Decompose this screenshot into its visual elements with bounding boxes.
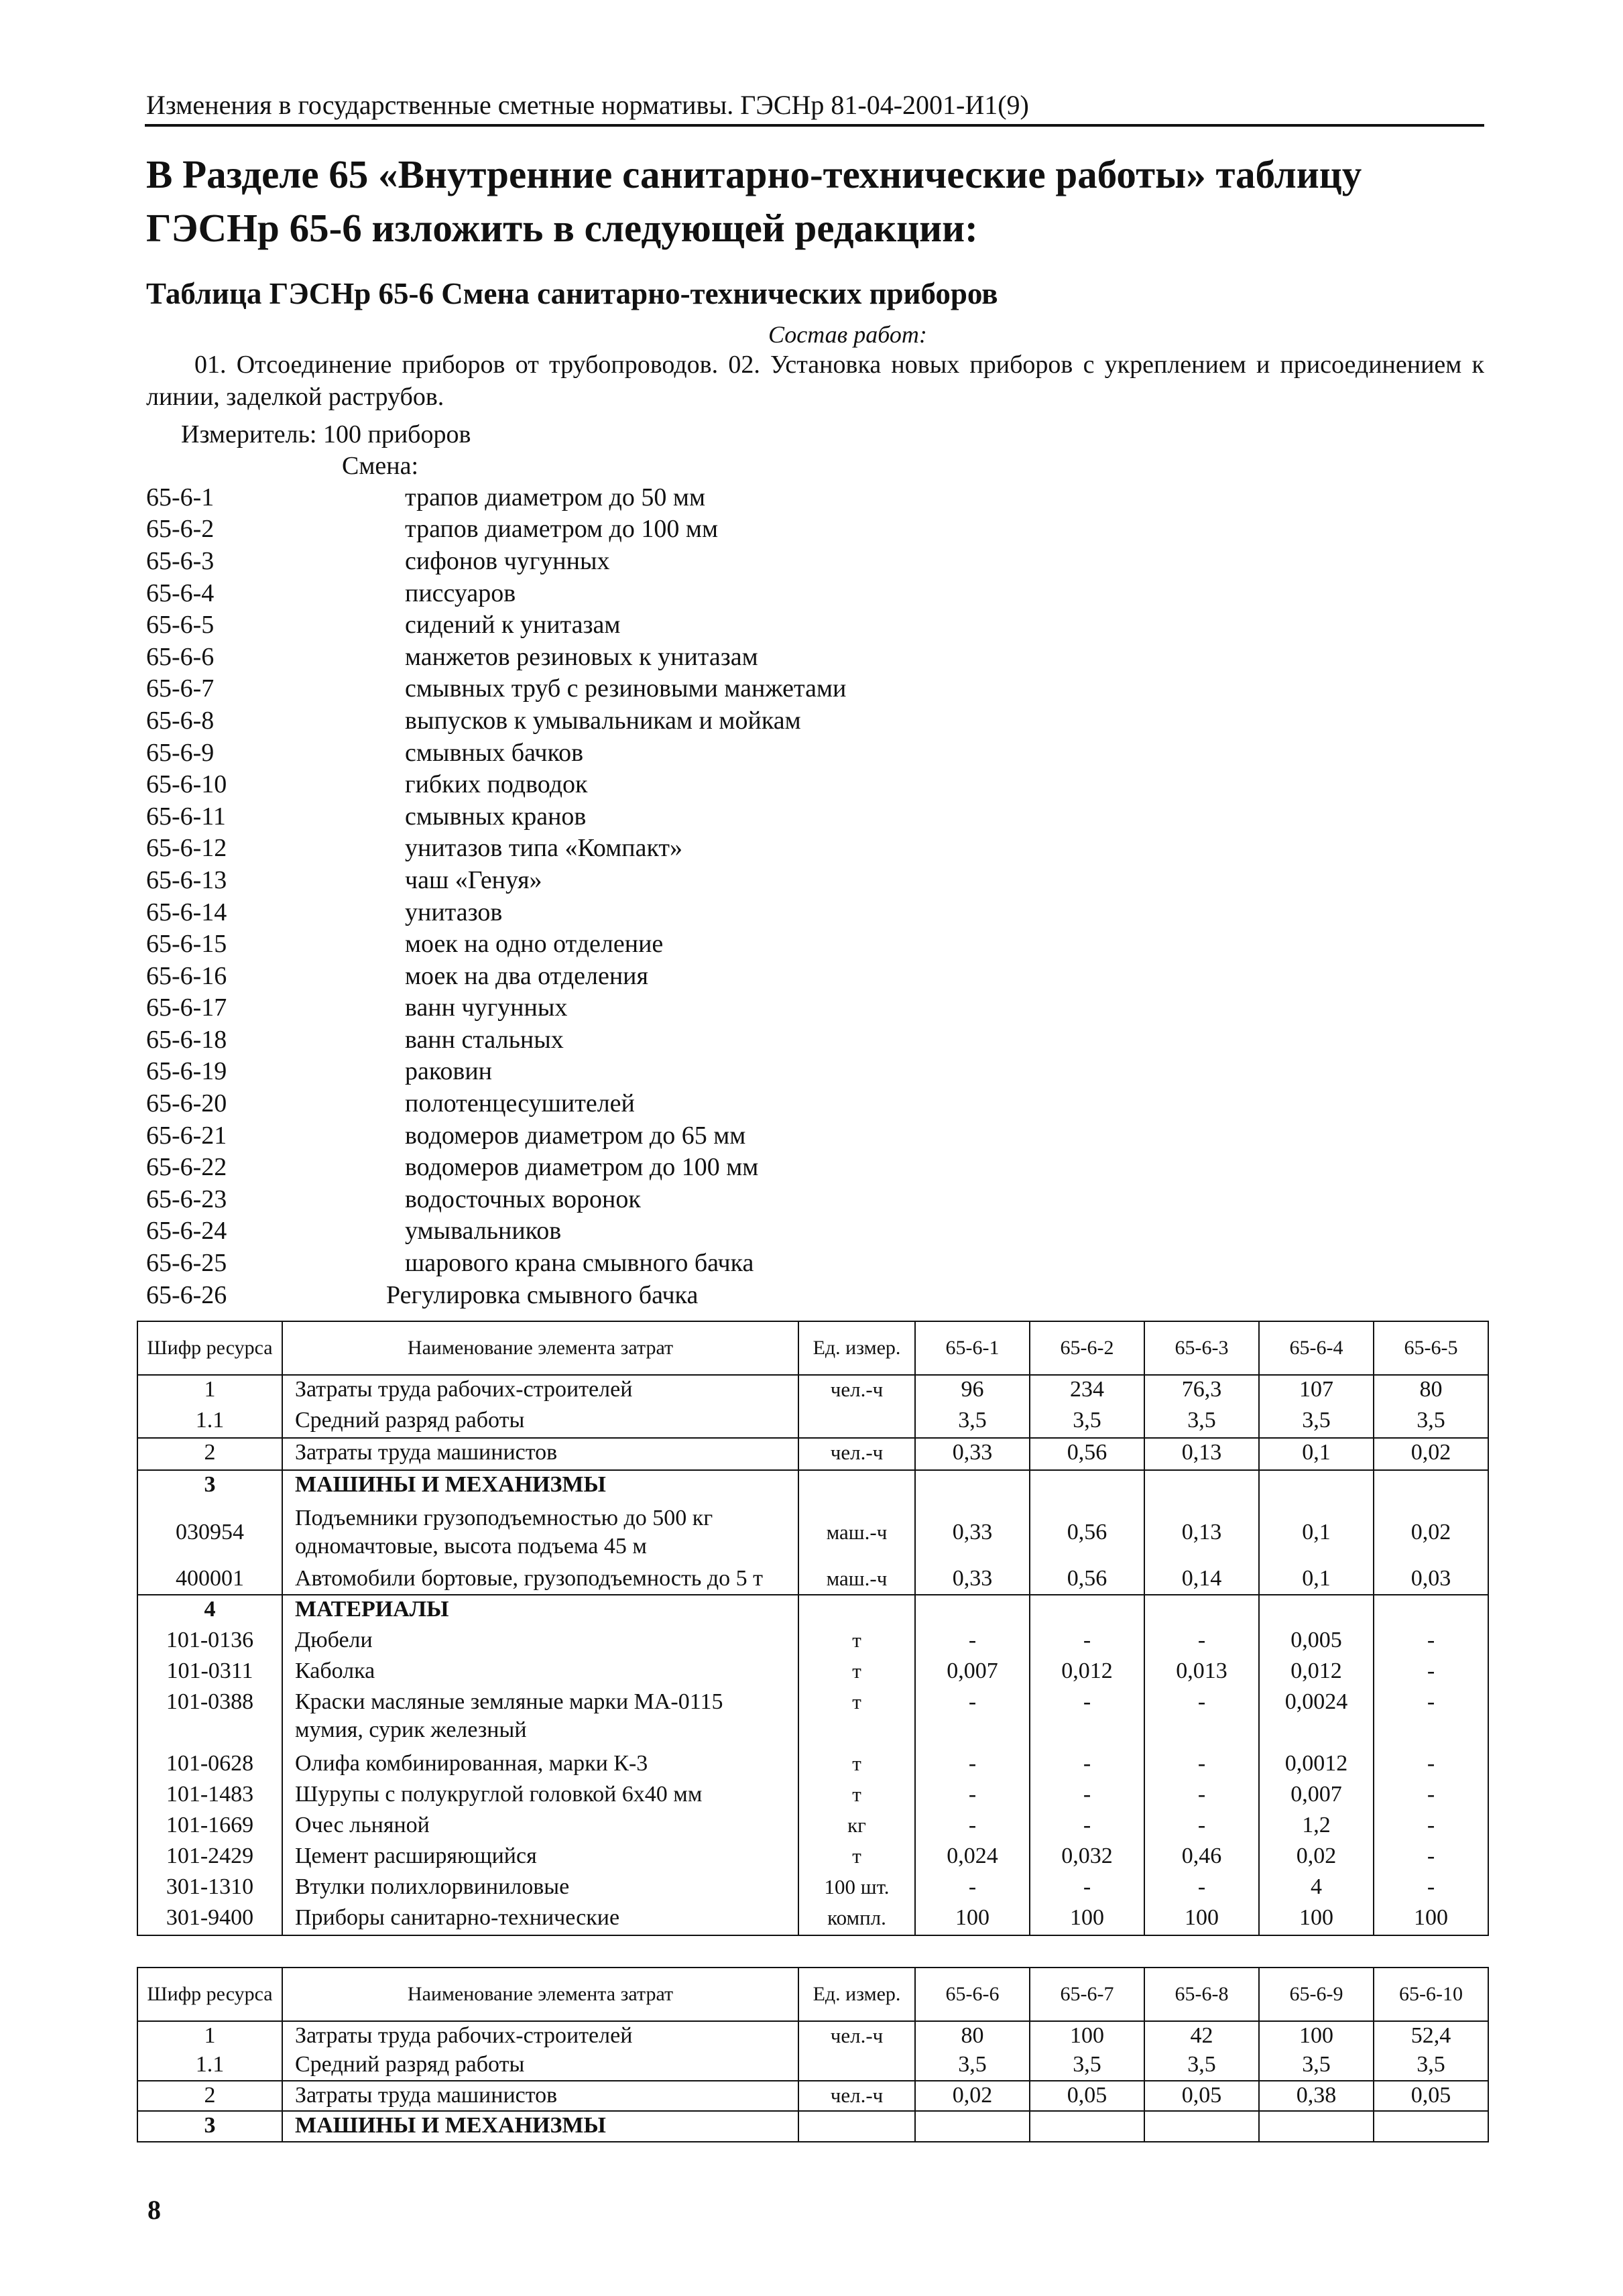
work-name: моек на два отделения	[405, 961, 648, 990]
header-element-name: Наименование элемента затрат	[282, 1321, 798, 1375]
cell-norm-value: 100	[915, 1904, 1030, 1935]
cell-norm-value: -	[1144, 1780, 1259, 1811]
cell-norm-value	[1374, 1595, 1488, 1626]
cell-norm-value: 100	[1144, 1904, 1259, 1935]
work-name: раковин	[405, 1057, 493, 1086]
cell-norm-value: -	[1030, 1626, 1144, 1657]
meter-line: Измеритель: 100 приборов	[181, 420, 471, 448]
cell-norm-value: -	[1374, 1811, 1488, 1842]
work-name: водомеров диаметром до 65 мм	[405, 1121, 746, 1150]
work-code: 65-6-5	[146, 611, 215, 640]
cell-norm-value	[1144, 1595, 1259, 1626]
table-header-row	[137, 1968, 1488, 2021]
cell-norm-value: -	[915, 1780, 1030, 1811]
work-code: 65-6-11	[146, 802, 226, 831]
cell-norm-value: 0,13	[1144, 1438, 1259, 1470]
smena-label: Смена:	[342, 452, 419, 480]
cell-norm-value: 0,46	[1144, 1842, 1259, 1873]
work-name: чаш «Генуя»	[405, 865, 542, 894]
cell-unit: чел.-ч	[798, 1375, 915, 1406]
work-code: 65-6-8	[146, 706, 215, 735]
work-item	[146, 481, 1152, 513]
work-item	[146, 545, 1152, 577]
work-code: 65-6-18	[146, 1025, 227, 1054]
cell-norm-value: 3,5	[1259, 2051, 1374, 2080]
cell-norm-value: 80	[1374, 1375, 1488, 1406]
work-item	[146, 992, 1152, 1024]
work-code: 65-6-6	[146, 642, 215, 671]
cell-resource-code: 301-1310	[137, 1873, 282, 1904]
work-item	[146, 1279, 1152, 1311]
cell-norm-value: 0,05	[1030, 2081, 1144, 2112]
composition-text: 01. Отсоединение приборов от трубопроводов. 02. Установка новых приборов с укреплением и присоединением к линии, заделкой раструбов.	[146, 351, 1484, 411]
cell-norm-value: -	[915, 1626, 1030, 1657]
cell-norm-value: 0,1	[1259, 1563, 1374, 1595]
cell-element-name: Средний разряд работы	[282, 2051, 798, 2080]
cell-unit: т	[798, 1750, 915, 1780]
table-row	[137, 1438, 1488, 1470]
cell-unit: компл.	[798, 1904, 915, 1935]
cell-element-name: Олифа комбинированная, марки К-3	[282, 1750, 798, 1780]
cell-norm-value: -	[1374, 1626, 1488, 1657]
cell-element-name: МАТЕРИАЛЫ	[282, 1595, 798, 1626]
cell-norm-value: 0,032	[1030, 1842, 1144, 1873]
cell-norm-value	[915, 1470, 1030, 1502]
cell-norm-value: 0,024	[915, 1842, 1030, 1873]
cell-unit: т	[798, 1688, 915, 1750]
cell-norm-value: -	[1030, 1750, 1144, 1780]
cell-norm-value	[1259, 1470, 1374, 1502]
work-item	[146, 768, 1152, 800]
cell-norm-value	[1030, 1595, 1144, 1626]
cell-norm-value: -	[1144, 1750, 1259, 1780]
cell-resource-code: 101-0311	[137, 1657, 282, 1688]
cell-norm-value: 0,56	[1030, 1502, 1144, 1563]
cell-norm-value: 0,05	[1144, 2081, 1259, 2112]
work-item	[146, 673, 1152, 705]
header-norm-code: 65-6-1	[915, 1321, 1030, 1375]
cell-norm-value: -	[1374, 1657, 1488, 1688]
work-code: 65-6-15	[146, 930, 227, 959]
cell-unit	[798, 2111, 915, 2142]
cell-element-name: Подъемники грузоподъемностью до 500 кг одномачтовые, высота подъема 45 м	[282, 1502, 798, 1563]
cell-resource-code: 1.1	[137, 2051, 282, 2080]
cell-norm-value: -	[915, 1688, 1030, 1750]
table-row	[137, 2051, 1488, 2080]
table-row	[137, 1811, 1488, 1842]
work-item	[146, 577, 1152, 609]
table-row	[137, 1904, 1488, 1935]
work-name: Регулировка смывного бачка	[386, 1280, 699, 1309]
work-name: ванн чугунных	[405, 993, 568, 1022]
work-item	[146, 609, 1152, 641]
work-name: водосточных воронок	[405, 1185, 641, 1213]
cell-norm-value: -	[915, 1750, 1030, 1780]
cell-norm-value: 3,5	[1374, 2051, 1488, 2080]
header-norm-code: 65-6-8	[1144, 1968, 1259, 2021]
table-row	[137, 1470, 1488, 1502]
work-code: 65-6-9	[146, 738, 215, 767]
cell-norm-value: -	[1374, 1780, 1488, 1811]
work-name: писсуаров	[405, 579, 516, 607]
cell-norm-value	[1374, 1470, 1488, 1502]
work-name: унитазов	[405, 898, 503, 926]
work-name: смывных бачков	[405, 738, 584, 767]
cell-norm-value: 107	[1259, 1375, 1374, 1406]
table-row	[137, 1873, 1488, 1904]
work-item	[146, 800, 1152, 833]
cell-norm-value: 52,4	[1374, 2021, 1488, 2051]
cell-norm-value: 0,33	[915, 1438, 1030, 1470]
cell-resource-code: 030954	[137, 1502, 282, 1563]
work-code: 65-6-22	[146, 1153, 227, 1182]
cell-norm-value	[1259, 1595, 1374, 1626]
work-code: 65-6-17	[146, 993, 227, 1022]
cell-norm-value: 100	[1259, 2021, 1374, 2051]
cell-unit: т	[798, 1780, 915, 1811]
work-code: 65-6-26	[146, 1280, 227, 1309]
cell-unit: кг	[798, 1811, 915, 1842]
work-code: 65-6-24	[146, 1217, 227, 1246]
cell-norm-value: 0,33	[915, 1563, 1030, 1595]
cell-norm-value: 0,05	[1374, 2081, 1488, 2112]
cell-norm-value: 3,5	[1144, 2051, 1259, 2080]
work-name: сифонов чугунных	[405, 546, 610, 575]
cell-element-name: Шурупы с полукруглой головкой 6х40 мм	[282, 1780, 798, 1811]
work-code: 65-6-13	[146, 865, 227, 894]
header-norm-code: 65-6-7	[1030, 1968, 1144, 2021]
header-norm-code: 65-6-2	[1030, 1321, 1144, 1375]
cell-norm-value: 0,13	[1144, 1502, 1259, 1563]
work-name: умывальников	[405, 1217, 562, 1246]
table-header-row	[137, 1321, 1488, 1375]
cell-norm-value: 0,02	[1374, 1438, 1488, 1470]
cell-norm-value: 0,02	[1259, 1842, 1374, 1873]
cell-norm-value: 0,005	[1259, 1626, 1374, 1657]
cell-resource-code: 3	[137, 2111, 282, 2142]
work-item	[146, 960, 1152, 992]
work-item	[146, 833, 1152, 865]
cell-unit: чел.-ч	[798, 1438, 915, 1470]
cell-resource-code: 101-0388	[137, 1688, 282, 1750]
resource-table-1	[137, 1321, 1489, 1936]
work-name: манжетов резиновых к унитазам	[405, 642, 758, 671]
work-code: 65-6-12	[146, 834, 227, 863]
table-row	[137, 1688, 1488, 1750]
cell-norm-value	[1259, 2111, 1374, 2142]
table-row	[137, 2021, 1488, 2051]
cell-norm-value: 0,012	[1030, 1657, 1144, 1688]
work-item	[146, 641, 1152, 673]
cell-element-name: Втулки полихлорвиниловые	[282, 1873, 798, 1904]
work-code: 65-6-10	[146, 770, 227, 799]
work-item	[146, 928, 1152, 960]
cell-norm-value: 100	[1030, 1904, 1144, 1935]
work-item	[146, 1151, 1152, 1183]
cell-norm-value: 0,0012	[1259, 1750, 1374, 1780]
work-item	[146, 1056, 1152, 1088]
table-row	[137, 1406, 1488, 1438]
work-item	[146, 896, 1152, 928]
cell-norm-value: 0,0024	[1259, 1688, 1374, 1750]
cell-norm-value: 3,5	[1030, 2051, 1144, 2080]
cell-resource-code: 301-9400	[137, 1904, 282, 1935]
cell-norm-value: 0,33	[915, 1502, 1030, 1563]
cell-norm-value: 0,007	[915, 1657, 1030, 1688]
table-row	[137, 1780, 1488, 1811]
cell-resource-code: 101-1483	[137, 1780, 282, 1811]
table-row	[137, 1750, 1488, 1780]
header-element-name: Наименование элемента затрат	[282, 1968, 798, 2021]
cell-element-name: Цемент расширяющийся	[282, 1842, 798, 1873]
cell-norm-value: 100	[1259, 1904, 1374, 1935]
cell-norm-value: 100	[1030, 2021, 1144, 2051]
header-resource-code: Шифр ресурса	[137, 1321, 282, 1375]
work-name: трапов диаметром до 50 мм	[405, 483, 705, 511]
work-code: 65-6-19	[146, 1057, 227, 1086]
cell-norm-value: 42	[1144, 2021, 1259, 2051]
work-code: 65-6-16	[146, 961, 227, 990]
composition-label: Состав работ:	[768, 321, 927, 348]
cell-unit: т	[798, 1657, 915, 1688]
cell-norm-value: 0,02	[1374, 1502, 1488, 1563]
cell-norm-value: -	[1030, 1873, 1144, 1904]
cell-norm-value: 3,5	[915, 2051, 1030, 2080]
cell-norm-value	[1374, 2111, 1488, 2142]
cell-unit	[798, 1406, 915, 1438]
cell-norm-value	[1144, 1470, 1259, 1502]
header-norm-code: 65-6-3	[1144, 1321, 1259, 1375]
cell-unit: 100 шт.	[798, 1873, 915, 1904]
cell-unit	[798, 1470, 915, 1502]
cell-norm-value: -	[915, 1873, 1030, 1904]
cell-element-name: Затраты труда рабочих-строителей	[282, 2021, 798, 2051]
work-item	[146, 1247, 1152, 1279]
cell-norm-value: 4	[1259, 1873, 1374, 1904]
cell-norm-value: -	[1374, 1750, 1488, 1780]
cell-unit: т	[798, 1626, 915, 1657]
header-norm-code: 65-6-10	[1374, 1968, 1488, 2021]
work-item	[146, 1087, 1152, 1120]
work-code: 65-6-23	[146, 1185, 227, 1213]
cell-norm-value: -	[1144, 1811, 1259, 1842]
work-name: шарового крана смывного бачка	[405, 1249, 754, 1278]
cell-element-name: Приборы санитарно-технические	[282, 1904, 798, 1935]
cell-norm-value: 0,02	[915, 2081, 1030, 2112]
cell-norm-value: 0,56	[1030, 1563, 1144, 1595]
table-row	[137, 1375, 1488, 1406]
cell-norm-value: 0,012	[1259, 1657, 1374, 1688]
work-name: моек на одно отделение	[405, 930, 664, 959]
work-code: 65-6-14	[146, 898, 227, 926]
cell-element-name: Каболка	[282, 1657, 798, 1688]
cell-norm-value: 0,1	[1259, 1438, 1374, 1470]
header-norm-code: 65-6-5	[1374, 1321, 1488, 1375]
work-code: 65-6-3	[146, 546, 215, 575]
work-code: 65-6-1	[146, 483, 215, 511]
cell-norm-value: -	[1030, 1811, 1144, 1842]
cell-norm-value: 0,14	[1144, 1563, 1259, 1595]
cell-norm-value: 96	[915, 1375, 1030, 1406]
cell-unit: чел.-ч	[798, 2081, 915, 2112]
page-number: 8	[147, 2195, 161, 2225]
header-norm-code: 65-6-9	[1259, 1968, 1374, 2021]
running-head: Изменения в государственные сметные нормативы. ГЭСНр 81-04-2001-И1(9)	[146, 90, 1029, 120]
works-list	[146, 481, 1152, 1311]
work-item	[146, 737, 1152, 769]
work-code: 65-6-4	[146, 579, 215, 607]
work-item	[146, 1024, 1152, 1056]
cell-element-name: МАШИНЫ И МЕХАНИЗМЫ	[282, 2111, 798, 2142]
cell-resource-code: 101-1669	[137, 1811, 282, 1842]
work-item	[146, 1215, 1152, 1248]
cell-resource-code: 101-0136	[137, 1626, 282, 1657]
cell-norm-value: -	[915, 1811, 1030, 1842]
cell-element-name: Затраты труда рабочих-строителей	[282, 1375, 798, 1406]
cell-resource-code: 1	[137, 2021, 282, 2051]
cell-unit	[798, 1595, 915, 1626]
work-name: выпусков к умывальникам и мойкам	[405, 706, 801, 735]
cell-norm-value	[1030, 2111, 1144, 2142]
work-code: 65-6-21	[146, 1121, 227, 1150]
cell-resource-code: 101-0628	[137, 1750, 282, 1780]
cell-norm-value: -	[1374, 1873, 1488, 1904]
work-name: ванн стальных	[405, 1025, 564, 1054]
work-name: сидений к унитазам	[405, 611, 621, 640]
cell-element-name: МАШИНЫ И МЕХАНИЗМЫ	[282, 1470, 798, 1502]
cell-element-name: Средний разряд работы	[282, 1406, 798, 1438]
cell-norm-value: 0,007	[1259, 1780, 1374, 1811]
work-item	[146, 1120, 1152, 1152]
cell-norm-value: 3,5	[1259, 1406, 1374, 1438]
cell-norm-value: 80	[915, 2021, 1030, 2051]
header-norm-code: 65-6-6	[915, 1968, 1030, 2021]
cell-norm-value: 1,2	[1259, 1811, 1374, 1842]
cell-norm-value: 3,5	[1374, 1406, 1488, 1438]
header-rule	[145, 124, 1484, 127]
table-row	[137, 1657, 1488, 1688]
cell-norm-value: -	[1030, 1780, 1144, 1811]
cell-resource-code: 101-2429	[137, 1842, 282, 1873]
work-name: смывных кранов	[405, 802, 587, 831]
cell-norm-value	[1030, 1470, 1144, 1502]
table-row	[137, 1626, 1488, 1657]
cell-norm-value: 234	[1030, 1375, 1144, 1406]
cell-unit: маш.-ч	[798, 1563, 915, 1595]
work-item	[146, 705, 1152, 737]
header-norm-code: 65-6-4	[1259, 1321, 1374, 1375]
cell-unit: маш.-ч	[798, 1502, 915, 1563]
work-code: 65-6-25	[146, 1249, 227, 1278]
cell-unit: т	[798, 1842, 915, 1873]
header-resource-code: Шифр ресурса	[137, 1968, 282, 2021]
cell-norm-value	[1144, 2111, 1259, 2142]
cell-norm-value: 3,5	[915, 1406, 1030, 1438]
cell-norm-value: -	[1374, 1688, 1488, 1750]
table-row	[137, 1502, 1488, 1563]
work-code: 65-6-20	[146, 1089, 227, 1118]
work-name: трапов диаметром до 100 мм	[405, 515, 718, 544]
cell-norm-value: 76,3	[1144, 1375, 1259, 1406]
header-unit: Ед. измер.	[798, 1968, 915, 2021]
cell-norm-value	[915, 2111, 1030, 2142]
table-title: Таблица ГЭСНр 65-6 Смена санитарно-технических приборов	[146, 277, 998, 310]
cell-norm-value: -	[1030, 1688, 1144, 1750]
cell-norm-value: 3,5	[1030, 1406, 1144, 1438]
cell-norm-value: 0,56	[1030, 1438, 1144, 1470]
cell-element-name: Дюбели	[282, 1626, 798, 1657]
cell-resource-code: 3	[137, 1470, 282, 1502]
cell-element-name: Очес льняной	[282, 1811, 798, 1842]
cell-resource-code: 400001	[137, 1563, 282, 1595]
cell-resource-code: 1	[137, 1375, 282, 1406]
cell-element-name: Краски масляные земляные марки МА-0115 мумия, сурик железный	[282, 1688, 798, 1750]
work-item	[146, 513, 1152, 546]
cell-norm-value: -	[1144, 1688, 1259, 1750]
cell-norm-value: 0,38	[1259, 2081, 1374, 2112]
table-row	[137, 2081, 1488, 2112]
table-row	[137, 1563, 1488, 1595]
work-item	[146, 1183, 1152, 1215]
cell-resource-code: 2	[137, 2081, 282, 2112]
cell-element-name: Автомобили бортовые, грузоподъемность до 5 т	[282, 1563, 798, 1595]
work-code: 65-6-2	[146, 515, 215, 544]
cell-norm-value: -	[1374, 1842, 1488, 1873]
cell-resource-code: 1.1	[137, 1406, 282, 1438]
cell-element-name: Затраты труда машинистов	[282, 2081, 798, 2112]
work-name: унитазов типа «Компакт»	[405, 834, 683, 863]
cell-unit	[798, 2051, 915, 2080]
cell-norm-value: -	[1144, 1873, 1259, 1904]
table-row	[137, 1842, 1488, 1873]
cell-unit: чел.-ч	[798, 2021, 915, 2051]
work-name: полотенцесушителей	[405, 1089, 635, 1118]
section-title: В Разделе 65 «Внутренние санитарно-технические работы» таблицу ГЭСНр 65-6 изложить в следующей редакции:	[146, 152, 1362, 250]
cell-norm-value: 3,5	[1144, 1406, 1259, 1438]
cell-element-name: Затраты труда машинистов	[282, 1438, 798, 1470]
work-name: водомеров диаметром до 100 мм	[405, 1153, 759, 1182]
cell-resource-code: 4	[137, 1595, 282, 1626]
resource-table-2	[137, 1967, 1489, 2142]
cell-resource-code: 2	[137, 1438, 282, 1470]
cell-norm-value: 0,1	[1259, 1502, 1374, 1563]
work-name: смывных труб с резиновыми манжетами	[405, 674, 847, 703]
work-name: гибких подводок	[405, 770, 588, 799]
work-code: 65-6-7	[146, 674, 215, 703]
cell-norm-value: 100	[1374, 1904, 1488, 1935]
work-item	[146, 864, 1152, 896]
cell-norm-value: 0,013	[1144, 1657, 1259, 1688]
cell-norm-value: -	[1144, 1626, 1259, 1657]
header-unit: Ед. измер.	[798, 1321, 915, 1375]
cell-norm-value	[915, 1595, 1030, 1626]
cell-norm-value: 0,03	[1374, 1563, 1488, 1595]
table-row	[137, 2111, 1488, 2142]
table-row	[137, 1595, 1488, 1626]
